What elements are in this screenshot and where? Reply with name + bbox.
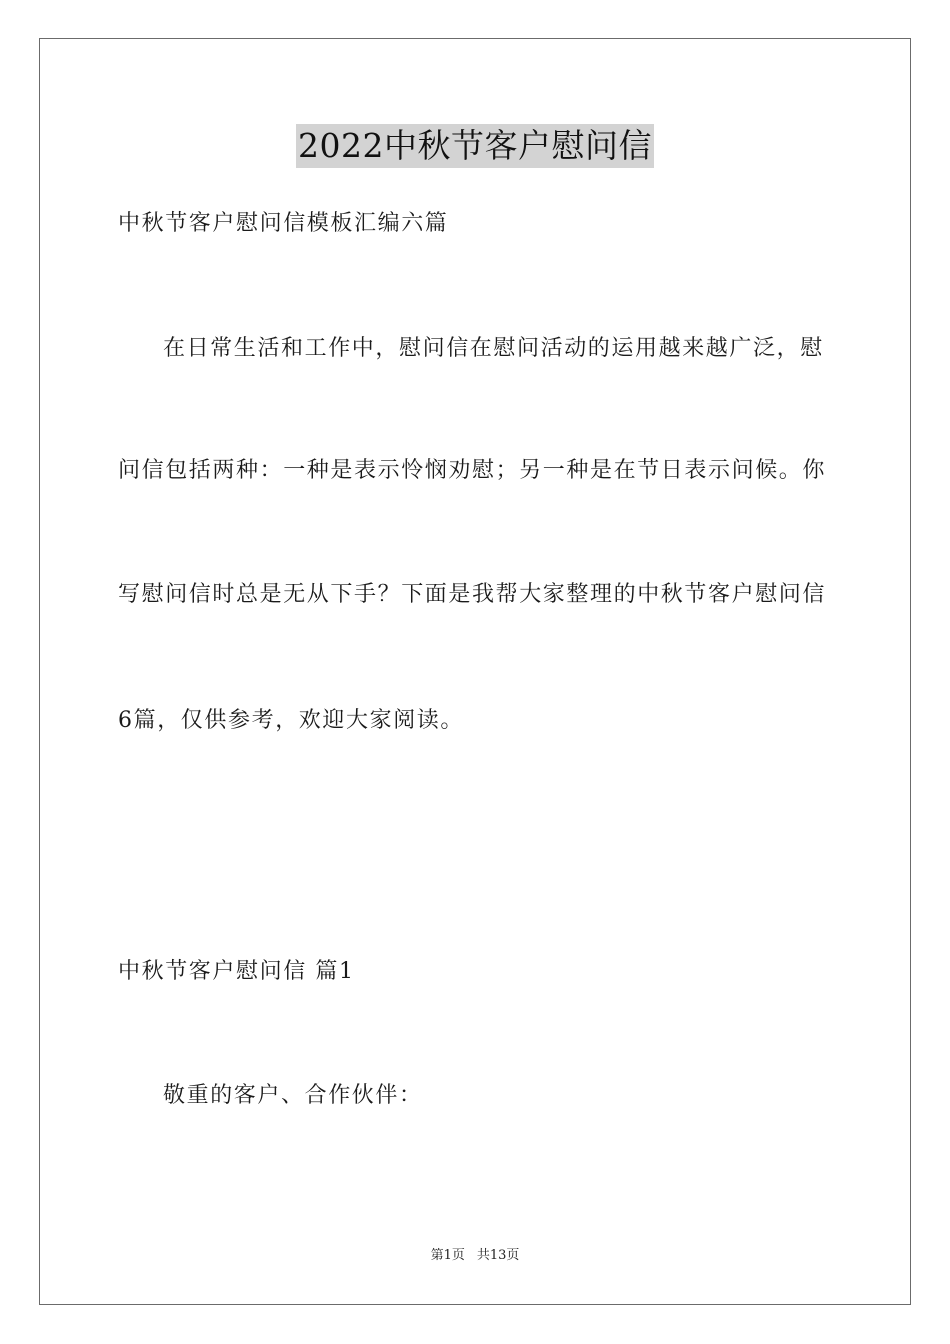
document-title: 2022中秋节客户慰问信 — [296, 124, 654, 168]
intro-line-2: 问信包括两种：一种是表示怜悯劝慰；另一种是在节日表示问候。你 — [118, 458, 827, 483]
section-heading: 中秋节客户慰问信 篇1 — [118, 959, 355, 984]
intro-line-1: 在日常生活和工作中，慰问信在慰问活动的运用越来越广泛，慰 — [163, 336, 824, 361]
intro-line-4: 6篇，仅供参考，欢迎大家阅读。 — [118, 708, 464, 733]
title-container — [0, 124, 950, 168]
salutation: 敬重的客户、合作伙伴： — [163, 1083, 423, 1108]
total-pages: 共13页 — [476, 1248, 520, 1263]
document-subtitle: 中秋节客户慰问信模板汇编六篇 — [118, 211, 449, 236]
intro-line-3: 写慰问信时总是无从下手？下面是我帮大家整理的中秋节客户慰问信 — [118, 582, 827, 607]
page-footer — [0, 1247, 950, 1265]
page-number: 第1页 — [430, 1248, 465, 1263]
